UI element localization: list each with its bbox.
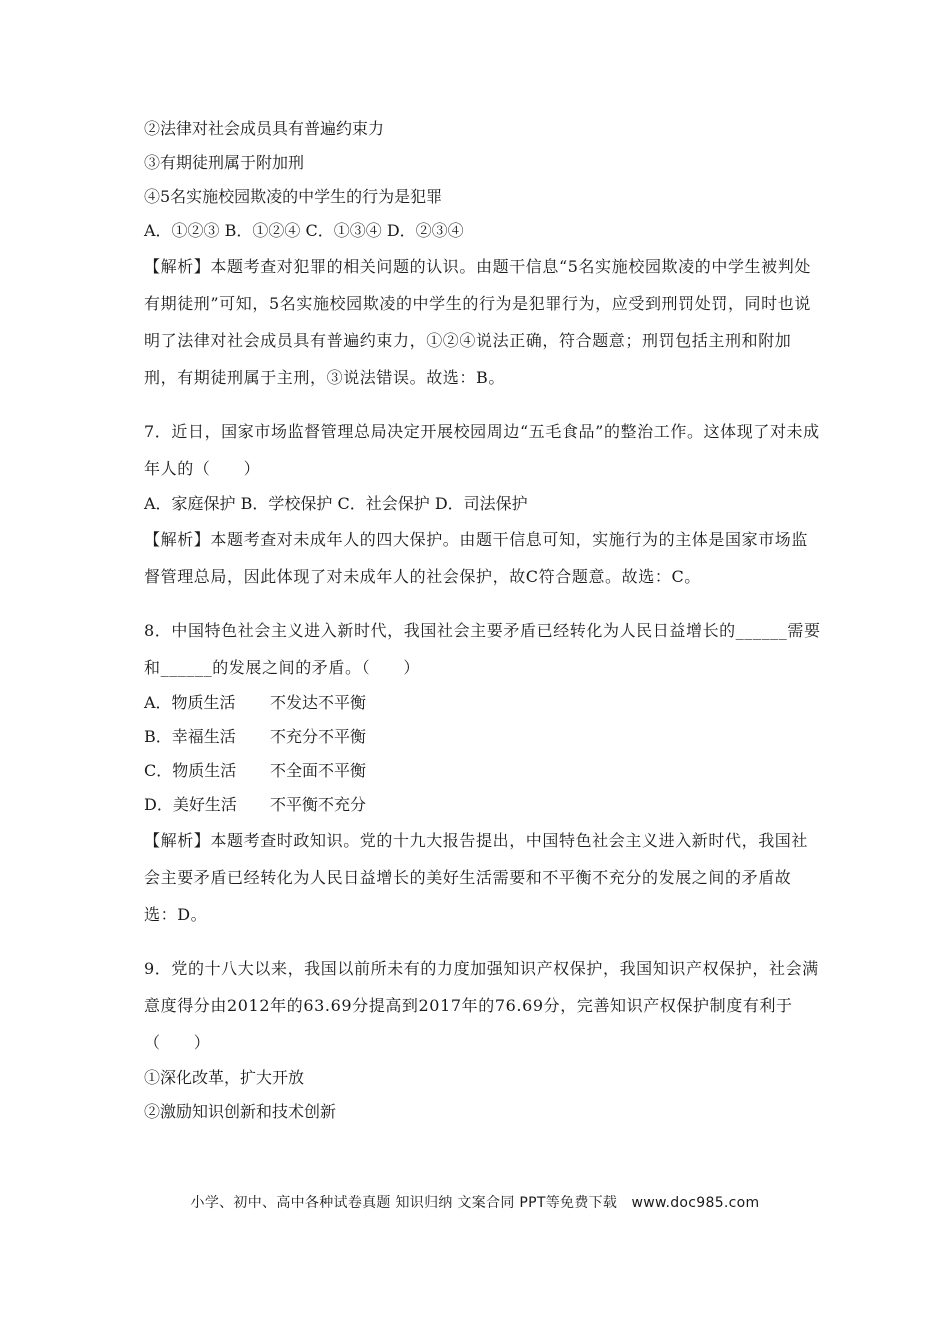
q8-option-d-label: D．美好生活: [144, 795, 237, 814]
q8-option-c-label: C．物质生活: [144, 761, 237, 780]
spacer: [144, 933, 824, 950]
q6-analysis: 【解析】本题考查对犯罪的相关问题的认识。由题干信息“5名实施校园欺凌的中学生被判处有期徒刑”可知，5名实施校园欺凌的中学生的行为是犯罪行为，应受到刑罚处罚，同时也说明了法律对社会成员具有普遍约束力，①②④说法正确，符合题意；刑罚包括主刑和附加刑，有期徒刑属于主刑，③说法错误。故选：B。: [144, 257, 811, 387]
spacer: [144, 595, 824, 612]
page-footer: 小学、初中、高中各种试卷真题 知识归纳 文案合同 PPT等免费下载 www.doc985.com: [190, 1195, 760, 1211]
q6-item-4: ④5名实施校园欺凌的中学生的行为是犯罪: [144, 187, 443, 206]
q8-analysis: 【解析】本题考查时政知识。党的十九大报告提出，中国特色社会主义进入新时代，我国社会主要矛盾已经转化为人民日益增长的美好生活需要和不平衡不充分的发展之间的矛盾故选：D。: [144, 831, 809, 924]
q6-item-3: ③有期徒刑属于附加刑: [144, 153, 305, 172]
q9-stem: 9．党的十八大以来，我国以前所未有的力度加强知识产权保护，我国知识产权保护，社会满意度得分由2012年的63.69分提高到2017年的76.69分，完善知识产权保护制度有利于（ ）: [144, 959, 819, 1052]
q8-option-d: [144, 788, 824, 822]
q7-analysis: 【解析】本题考查对未成年人的四大保护。由题干信息可知，实施行为的主体是国家市场监督管理总局，因此体现了对未成年人的社会保护，故C符合题意。故选：C。: [144, 530, 809, 586]
q8-option-a-text: 不发达不平衡: [270, 693, 367, 712]
q8-option-a: [144, 686, 824, 720]
q8-option-c-text: 不全面不平衡: [270, 761, 367, 780]
q9-item-1: ①深化改革，扩大开放: [144, 1068, 305, 1087]
q8-option-c: [144, 754, 824, 788]
q8-option-b-label: B．幸福生活: [144, 727, 236, 746]
q8-option-b-text: 不充分不平衡: [270, 727, 367, 746]
q7-options: A．家庭保护 B．学校保护 C．社会保护 D．司法保护: [144, 494, 528, 513]
q8-option-a-label: A．物质生活: [144, 693, 236, 712]
q6-item-2: ②法律对社会成员具有普遍约束力: [144, 119, 385, 138]
spacer: [144, 396, 824, 413]
q6-options: A．①②③ B．①②④ C．①③④ D．②③④: [144, 221, 464, 240]
q8-option-b: [144, 720, 824, 754]
document-body: [144, 112, 824, 1129]
q8-option-d-text: 不平衡不充分: [270, 795, 367, 814]
q8-stem: 8．中国特色社会主义进入新时代，我国社会主要矛盾已经转化为人民日益增长的______需要和______的发展之间的矛盾。（ ）: [144, 621, 821, 677]
q7-stem: 7．近日，国家市场监督管理总局决定开展校园周边“五毛食品”的整治工作。这体现了对未成年人的（ ）: [144, 422, 820, 478]
q9-item-2: ②激励知识创新和技术创新: [144, 1102, 337, 1121]
